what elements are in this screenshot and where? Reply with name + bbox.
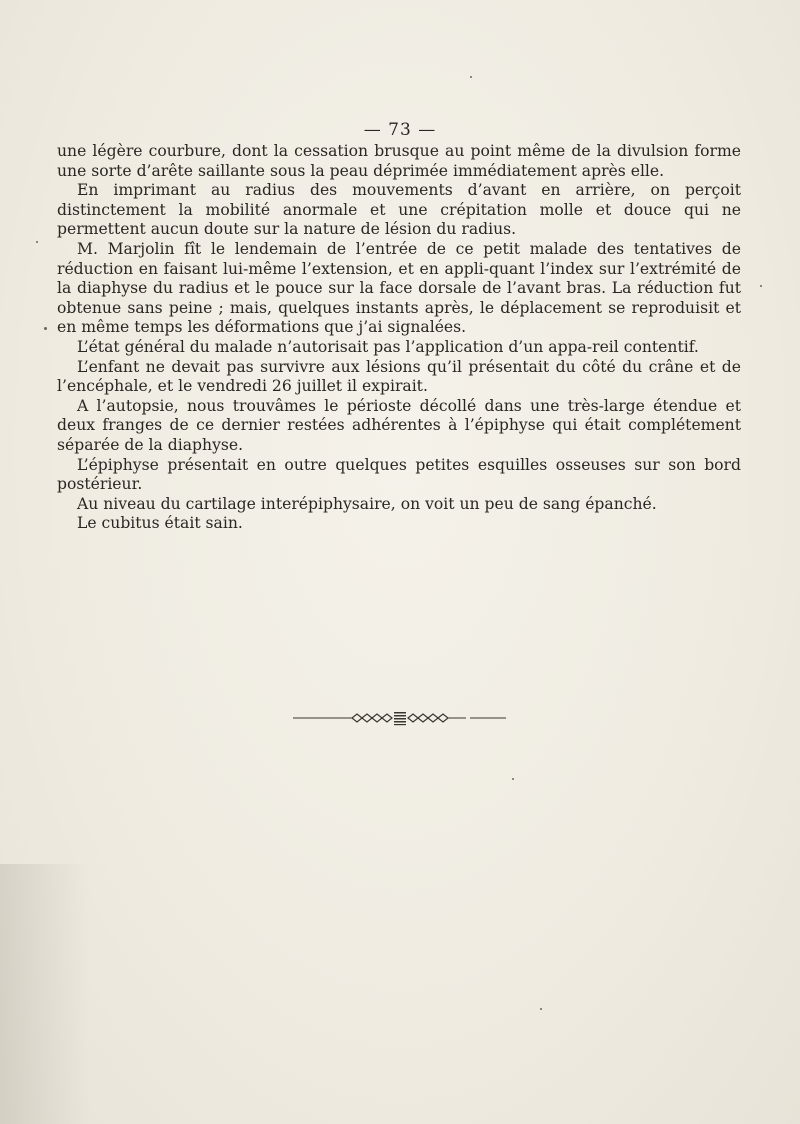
paper-speck <box>470 76 472 78</box>
paragraph: une légère courbure, dont la cessation brusque au point même de la divulsion forme une sorte d’arête saillante sous la peau déprimée immédiatement après elle. <box>57 142 741 180</box>
paper-speck <box>512 778 514 780</box>
body-text <box>57 142 741 534</box>
paragraph: L’enfant ne devait pas survivre aux lésions qu’il présentait du côté du crâne et de l’encéphale, et le vendredi 26 juillet il expirait. <box>57 357 741 396</box>
paragraph: A l’autopsie, nous trouvâmes le périoste décollé dans une très-large étendue et deux franges de ce dernier restées adhérentes à l’épiphyse qui était complétement séparée de la diaphyse. <box>57 396 741 454</box>
section-end-ornament-icon <box>0 708 800 728</box>
paragraph: M. Marjolin fît le lendemain de l’entrée de ce petit malade des tentatives de réduction en faisant lui-même l’extension, et en appli-quant l’index sur l’extrémité de la diaphyse du radius et le pouce sur la face dorsale de l’avant bras. La réduction fut obtenue sans peine ; mais, quelques instants après, le déplacement se reproduisit et en même temps les déformations que j’ai signalées. <box>57 239 741 337</box>
paper-speck <box>44 327 47 330</box>
paragraph: L’épiphyse présentait en outre quelques petites esquilles osseuses sur son bord postérieur. <box>57 455 741 494</box>
paragraph: En imprimant au radius des mouvements d’avant en arrière, on perçoit distinctement la mobilité anormale et une crépitation molle et douce qui ne permettent aucun doute sur la nature de lésion du radius. <box>57 181 741 239</box>
paper-speck <box>540 1008 542 1010</box>
paragraph: Au niveau du cartilage interépiphysaire, on voit un peu de sang épanché. <box>77 494 657 513</box>
paragraph: L’état général du malade n’autorisait pas l’application d’un appa-reil contentif. <box>77 337 699 356</box>
page-number: — 73 — <box>363 120 437 140</box>
paper-speck <box>760 285 762 287</box>
paragraph: Le cubitus était sain. <box>77 514 243 533</box>
page-edge-shadow <box>0 864 90 1124</box>
paper-speck <box>36 241 38 243</box>
